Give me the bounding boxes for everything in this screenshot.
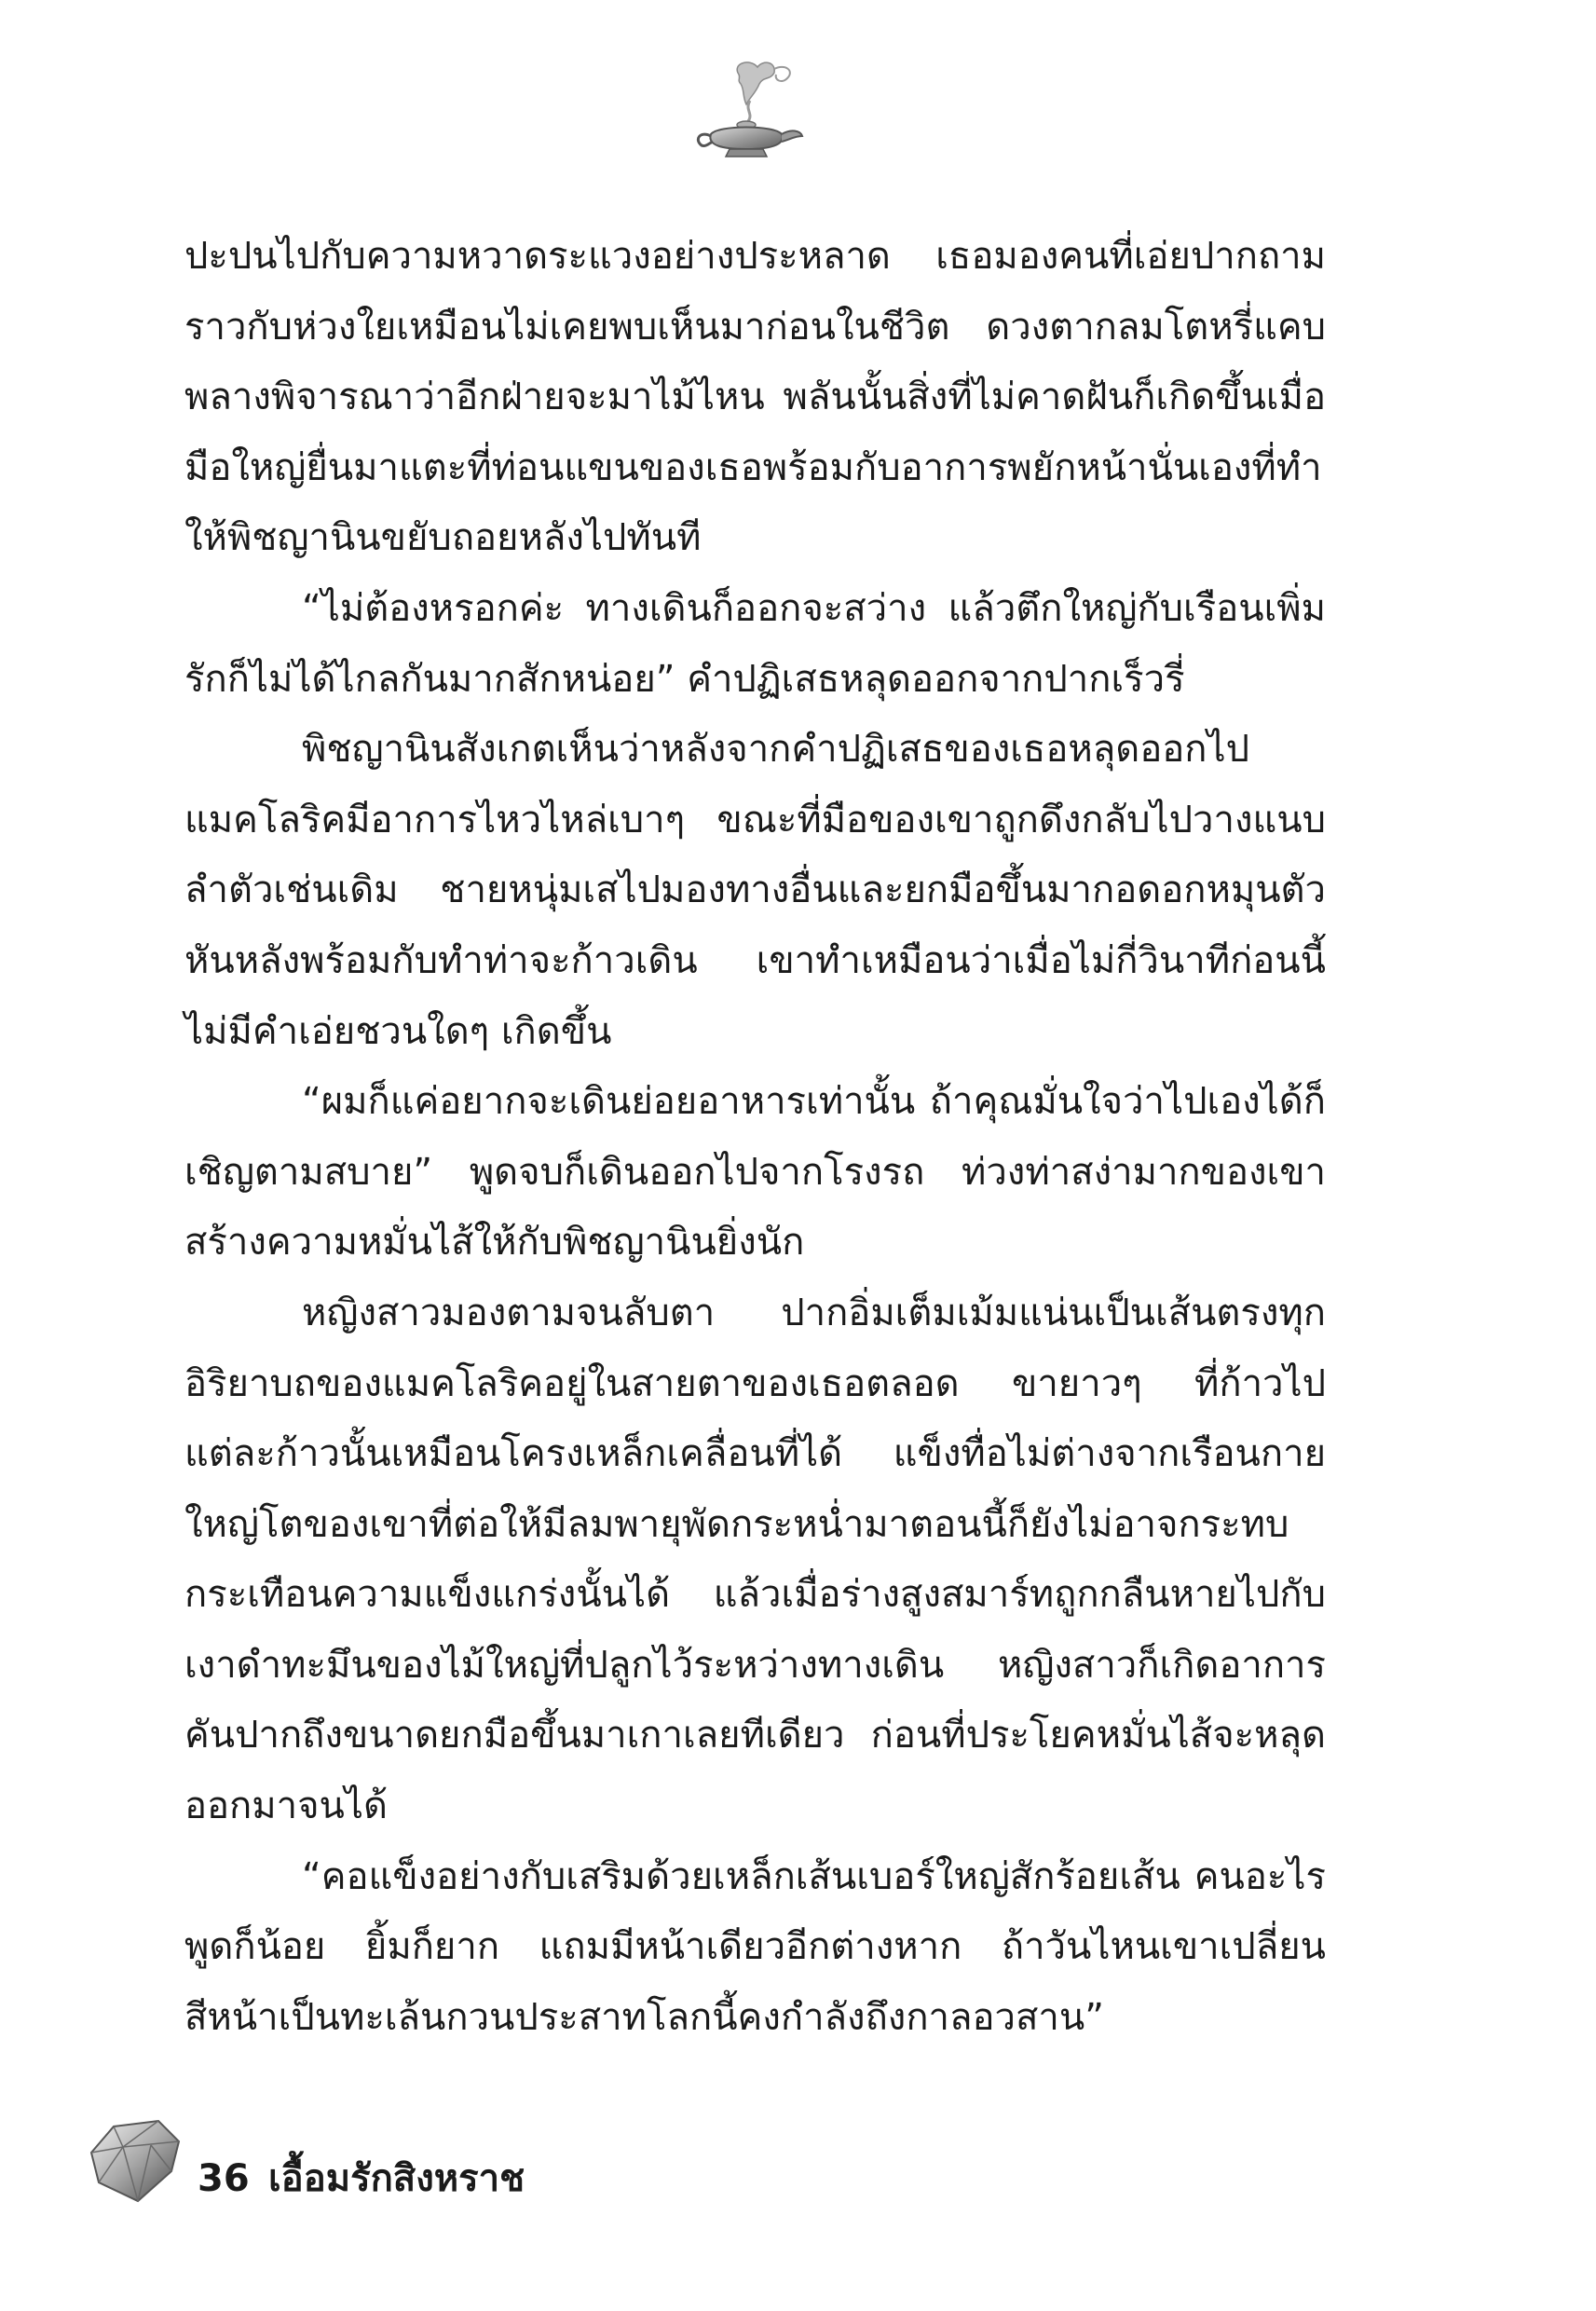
paragraph-5: หญิงสาวมองตามจนลับตา ปากอิ่มเต็มเม้มแน่นเป็นเส้นตรงทุกอิริยาบถของแมคโลริคอยู่ในสายตาของเธอตลอด ขายาวๆ ที่ก้าวไปแต่ละก้าวนั้นเหมือนโครงเหล็กเคลื่อนที่ได้ แข็งทื่อไม่ต่างจากเรือนกายใหญ่โตของเขาที่ต่อให้มีลมพายุพัดกระหน่ำมาตอนนี้ก็ยังไม่อาจกระทบกระเทือนความแข็งแกร่งนั้นได้ แล้วเมื่อร่างสูงสมาร์ทถูกกลืนหายไปกับเงาดำทะมึนของไม้ใหญ่ที่ปลูกไว้ระหว่างทางเดิน หญิงสาวก็เกิดอาการคันปากถึงขนาดยกมือขึ้นมาเกาเลยทีเดียว ก่อนที่ประโยคหมั่นไส้จะหลุดออกมาจนได้ [184, 1291, 1326, 1828]
paragraph-2: “ไม่ต้องหรอกค่ะ ทางเดินก็ออกจะสว่าง แล้วตึกใหญ่กับเรือนเพิ่มรักก็ไม่ได้ไกลกันมากสักหน่อย” คำปฏิเสธหลุดออกจากปากเร็วรี่ [184, 586, 1326, 701]
paragraph-6: “คอแข็งอย่างกับเสริมด้วยเหล็กเส้นเบอร์ใหญ่สักร้อยเส้น คนอะไร พูดก็น้อย ยิ้มก็ยาก แถมมีหน้าเดียวอีกต่างหาก ถ้าวันไหนเขาเปลี่ยนสีหน้าเป็นทะเล้นกวนประสาทโลกนี้คงกำลังถึงกาลอวสาน” [184, 1854, 1326, 2039]
page-number: 36 [198, 2157, 250, 2200]
diamond-icon [82, 2113, 186, 2207]
genie-lamp-icon [685, 56, 815, 168]
paragraph-4: “ผมก็แค่อยากจะเดินย่อยอาหารเท่านั้น ถ้าคุณมั่นใจว่าไปเองได้ก็เชิญตามสบาย” พูดจบก็เดินออกไปจากโรงรถ ท่วงท่าสง่ามากของเขาสร้างความหมั่นไส้ให้กับพิชญานินยิ่งนัก [184, 1080, 1326, 1265]
book-title: เอื้อมรักสิงหราช [268, 2157, 525, 2200]
paragraph-3: พิชญานินสังเกตเห็นว่าหลังจากคำปฏิเสธของเธอหลุดออกไปแมคโลริคมีอาการไหวไหล่เบาๆ ขณะที่มือของเขาถูกดึงกลับไปวางแนบลำตัวเช่นเดิม ชายหนุ่มเสไปมองทางอื่นและยกมือขึ้นมากอดอกหมุนตัวหันหลังพร้อมกับทำท่าจะก้าวเดิน เขาทำเหมือนว่าเมื่อไม่กี่วินาทีก่อนนี้ไม่มีคำเอ่ยชวนใดๆ เกิดขึ้น [184, 728, 1326, 1053]
paragraph-1: ปะปนไปกับความหวาดระแวงอย่างประหลาด เธอมองคนที่เอ่ยปากถามราวกับห่วงใยเหมือนไม่เคยพบเห็นมาก่อนในชีวิต ดวงตากลมโตหรี่แคบพลางพิจารณาว่าอีกฝ่ายจะมาไม้ไหน พลันนั้นสิ่งที่ไม่คาดฝันก็เกิดขึ้นเมื่อมือใหญ่ยื่นมาแตะที่ท่อนแขนของเธอพร้อมกับอาการพยักหน้านั่นเองที่ทำให้พิชญานินขยับถอยหลังไปทันที [184, 235, 1326, 560]
body-text [184, 222, 1326, 2053]
page-footer [82, 2113, 734, 2216]
